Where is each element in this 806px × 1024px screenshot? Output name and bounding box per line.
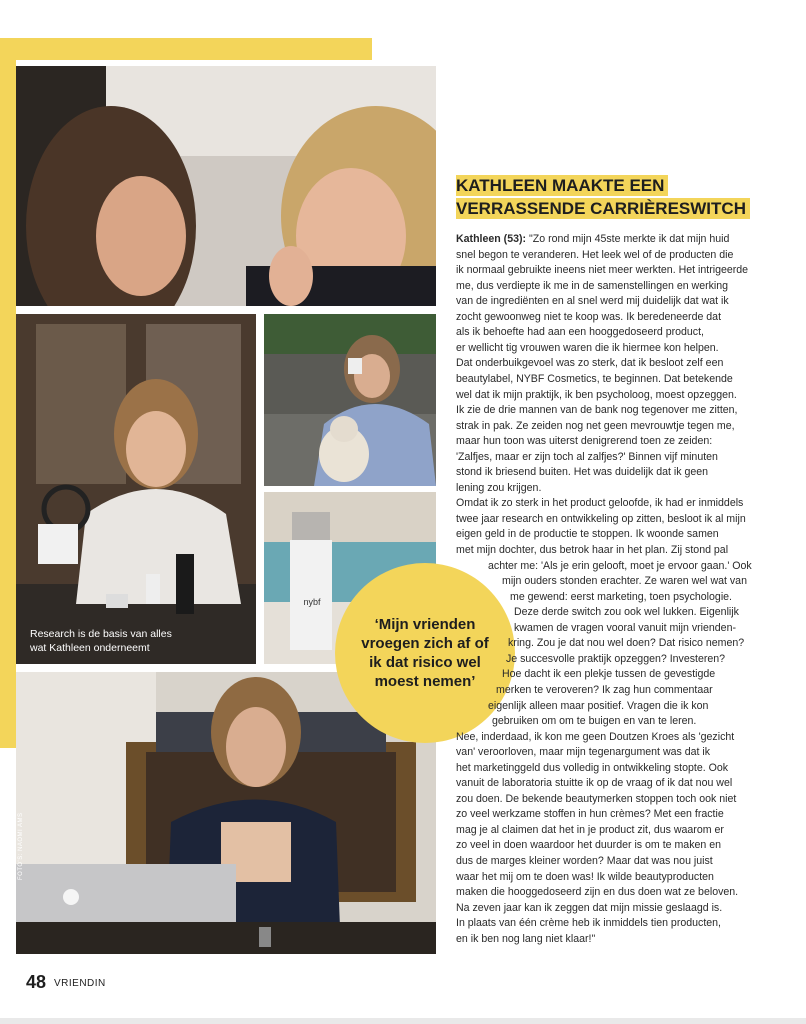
body-line: waar het mij om te doen was! Ik wilde beautyproducten (456, 870, 714, 883)
body-line: als ik behoefte had aan een hooggedoseerd product, (456, 326, 704, 339)
photo-lipstick (16, 66, 436, 306)
body-line: maar hun toon was uiterst denigrerend toen ze zeiden: (456, 435, 713, 448)
body-line: merken te veroveren? Ik zag hun commentaar (496, 683, 713, 696)
bottom-rule (0, 1018, 806, 1024)
body-line: kwamen de vragen vooral vanuit mijn vrienden- (514, 621, 736, 634)
body-line: zocht gewoonweg niet te koop was. Ik beredeneerde dat (456, 310, 722, 323)
body-line: achter me: 'Als je erin gelooft, moet je ervoor gaan.' Ook (488, 559, 752, 572)
body-line: Je succesvolle praktijk opzeggen? Investeren? (506, 652, 726, 665)
caption-line-1: Research is de basis van alles (30, 628, 172, 640)
body-line: gebruiken om om te buigen en van te leren. (492, 715, 697, 728)
page-number: 48 (26, 972, 47, 992)
product-label: nybf (303, 597, 321, 607)
body-line: Omdat ik zo sterk in het product geloofde, ik had er inmiddels (456, 497, 744, 510)
body-line: van' veroorloven, maar mijn tegenargument was dat ik (456, 746, 711, 759)
body-line: ik normaal gebruikte ineens niet meer werkten. Het intrigeerde (456, 264, 749, 277)
body-line: vanuit de laboratoria stuitte ik op de vraag of ik dat nou wel (456, 777, 733, 790)
body-line: Deze derde switch zou ook wel lukken. Eigenlijk (514, 606, 739, 619)
body-line: zou doen. De bekende beautymerken stoppen toch ook niet (456, 792, 737, 805)
body-line: Nee, inderdaad, ik kon me geen Doutzen Kroes als 'gezicht (456, 730, 735, 743)
body-line: beautylabel, NYBF Cosmetics, te beginnen. Dat betekende (456, 372, 733, 385)
body-line: kring. Zou je dat nou wel doen? Dat risico nemen? (508, 637, 745, 650)
body-line: snel begon te veranderen. Het leek wel of de producten die (456, 248, 734, 261)
body-line: twee jaar research en ontwikkeling op zitten, besloot ik al mijn (456, 512, 746, 525)
body-line: Na zeven jaar kan ik zeggen dat mijn missie geslaagd is. (456, 901, 723, 914)
photo-coffee-cat (264, 314, 436, 486)
body-line: er wellicht tig vrouwen waren die ik hiermee kon helpen. (456, 341, 719, 354)
accent-bar-side (0, 38, 16, 748)
body-line: me, dus verdiepte ik me in de samenstellingen en werking (456, 279, 729, 292)
body-line: met mijn dochter, dus betrok haar in het plan. Zij stond pal (456, 544, 729, 556)
accent-bar-top (0, 38, 372, 60)
body-line: stond ik briesend buiten. Het was duidelijk dat ik geen (456, 466, 709, 479)
body-line: mijn ouders stonden erachter. Ze waren wel wat van (502, 575, 747, 588)
body-line: dus de marges kleiner worden? Maar dat was nou juist (456, 855, 713, 867)
body-line: eigenlijk alleen maar positief. Vragen die ik kon (488, 699, 709, 712)
body-line: zo veel werkzame stoffen in hun crèmes? Met een fractie (456, 808, 724, 821)
body-line: Hoe dacht ik een plekje tussen de gevestigde (502, 668, 716, 681)
pull-quote (335, 563, 515, 743)
caption-line-2: wat Kathleen onderneemt (30, 642, 150, 654)
magazine-name: VRIENDIN (54, 978, 106, 989)
photo-research (16, 314, 256, 664)
body-line: zo veel in doen waardoor het duurder is om te maken en (456, 839, 721, 852)
photo-credit: FOTO'S: NAOMI AMS (18, 812, 24, 880)
body-line: In plaats van één crème heb ik inmiddels tien producten, (456, 917, 721, 930)
body-line: wel dat ik mijn praktijk, ik ben psycholoog, moest opzeggen. (456, 388, 737, 401)
body-lead: Kathleen (53): (456, 233, 527, 245)
body-line: Ik zie de drie mannen van de bank nog tegenover me zitten, (456, 404, 738, 417)
headline-line-2: VERRASSENDE CARRIÈRESWITCH (456, 198, 750, 219)
body-line: lening zou krijgen. (456, 481, 542, 494)
article-headline (456, 175, 796, 221)
body-line: strak in pak. Ze zeiden nog net geen mevrouwtje tegen me, (456, 419, 735, 432)
body-line: 'Zalfjes, maar er zijn toch al zalfjes?' Binnen vijf minuten (456, 450, 718, 463)
pull-quote-text: ‘Mijn vrienden vroegen zich af of ik dat risico wel moest nemen’ (361, 616, 489, 690)
body-line: Dat onderbuikgevoel was zo sterk, dat ik besloot zelf een (456, 357, 724, 370)
photo-caption (30, 627, 250, 655)
body-line: mag je al claimen dat het in je product zit, dus waarom er (456, 823, 724, 836)
body-line: maken die hooggedoseerd zijn en dus doen wat ze beloven. (456, 886, 739, 899)
body-line (456, 232, 729, 246)
body-line: van de ingrediënten en al snel werd mij duidelijk dat wat ik (456, 295, 729, 308)
body-line: het marketinggeld dus volledig in ontwikkeling stopte. Ook (456, 761, 729, 774)
body-line: en ik ben nog lang niet klaar!" (456, 932, 596, 945)
body-line: me gewend: eerst marketing, toen psychologie. (510, 590, 733, 603)
headline-line-1: KATHLEEN MAAKTE EEN (456, 175, 668, 196)
body-line-text: "Zo rond mijn 45ste merkte ik dat mijn huid (526, 233, 730, 245)
body-line: eigen geld in de productie te stoppen. Ik woonde samen (456, 528, 719, 541)
